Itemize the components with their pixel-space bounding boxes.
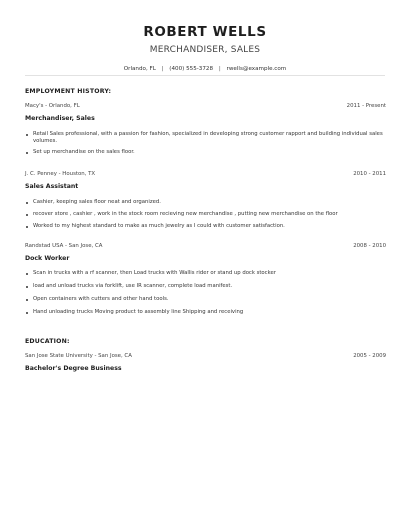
education-degree: Bachelor's Degree Business [25, 365, 122, 372]
contact-line [0, 66, 410, 72]
job-bullet: Worked to my highest standard to make as much jewelry as I could with customer satisfaction. [25, 223, 386, 230]
contact-email: rwells@example.com [226, 66, 287, 72]
job-entry [25, 243, 386, 316]
job-bullet: recover store , cashier , work in the stock room recieving new merchandise , putting new merchandise on the floor [25, 211, 386, 218]
job-entry [25, 103, 386, 156]
job-bullet: Set up merchandise on the sales floor. [25, 149, 386, 156]
job-bullet: Hand unloading trucks Moving product to assembly line Shipping and receiving [25, 309, 386, 316]
education-dates: 2005 - 2009 [353, 353, 386, 359]
job-role: Sales Assistant [25, 183, 79, 190]
job-bullet: Cashier, keeping sales floor neat and organized. [25, 199, 386, 206]
job-bullet: Retail Sales professional, with a passion for fashion, specialized in developing strong customer rapport and building individual sales volumes. [25, 131, 386, 145]
job-bullet: load and unload trucks via forklift, use IR scanner, complete load manifest. [25, 283, 386, 290]
job-bullets [25, 131, 386, 156]
job-bullets [25, 199, 386, 230]
contact-separator: | [161, 66, 164, 72]
job-role: Dock Worker [25, 255, 70, 262]
education-heading: EDUCATION: [25, 338, 70, 345]
job-dates: 2010 - 2011 [353, 171, 386, 177]
job-entry [25, 171, 386, 230]
candidate-name: ROBERT WELLS [143, 24, 267, 40]
job-header [25, 103, 386, 109]
contact-location: Orlando, FL [123, 66, 156, 72]
job-bullet: Open containers with cutters and other hand tools. [25, 296, 386, 303]
job-employer: Macy's - Orlando, FL [25, 103, 80, 109]
job-header [25, 243, 386, 249]
education-school: San Jose State University - San Jose, CA [25, 353, 132, 359]
job-dates: 2011 - Present [346, 103, 386, 109]
candidate-title: MERCHANDISER, SALES [149, 45, 261, 55]
employment-heading: EMPLOYMENT HISTORY: [25, 88, 112, 95]
job-bullet: Scan in trucks with a rf scanner, then Load trucks with Wallis rider or stand up dock stocker [25, 270, 386, 277]
contact-phone: (400) 555-3728 [169, 66, 214, 72]
job-dates: 2008 - 2010 [353, 243, 386, 249]
job-bullets [25, 270, 386, 316]
education-header [25, 353, 386, 359]
job-header [25, 171, 386, 177]
education-entry [25, 353, 386, 372]
resume-header [0, 0, 410, 72]
job-role: Merchandiser, Sales [25, 115, 95, 122]
job-employer: J. C. Penney - Houston, TX [25, 171, 96, 177]
header-divider [25, 75, 385, 76]
job-employer: Randstad USA - San Jose, CA [25, 243, 103, 249]
contact-separator: | [218, 66, 221, 72]
